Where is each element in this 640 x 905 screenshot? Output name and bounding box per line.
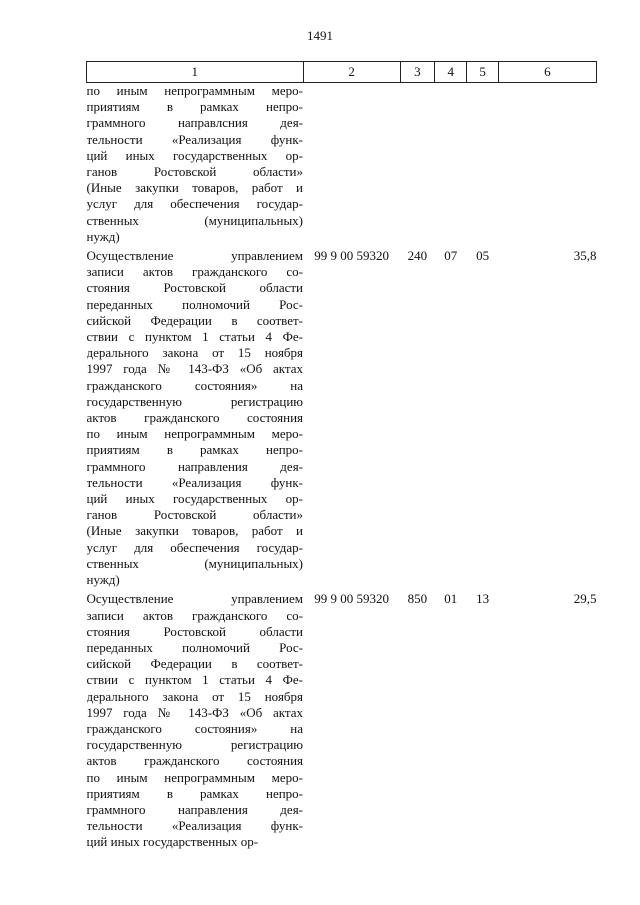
- description-line: гражданского состояния» на: [86, 720, 304, 736]
- row-amount: 35,8: [573, 248, 597, 264]
- table-row: [87, 245, 597, 588]
- description-line: переданных полномочий Рос-: [86, 296, 304, 312]
- description-line: нужд): [86, 572, 120, 588]
- description-line: ций иных государственных ор-: [86, 491, 304, 507]
- description-line: записи актов гражданского со-: [86, 264, 304, 280]
- description-line: приятиям в рамках непро-: [86, 442, 304, 458]
- column-header-6: 6: [498, 62, 596, 83]
- column-header-1: 1: [87, 62, 304, 83]
- row-expense-type: 240: [407, 248, 428, 264]
- row-description: [87, 588, 304, 850]
- description-line: ций иных государственных ор-: [86, 147, 304, 163]
- column-header-4: 4: [435, 62, 467, 83]
- row-amount: 29,5: [573, 591, 597, 607]
- description-line: государственную регистрацию: [86, 393, 304, 409]
- description-line: стояния Ростовской области: [86, 623, 304, 639]
- row-section: [435, 83, 467, 246]
- description-line: актов гражданского состояния: [86, 410, 304, 426]
- description-line: тельности «Реализация функ-: [86, 131, 304, 147]
- description-line: записи актов гражданского со-: [86, 607, 304, 623]
- description-line: государственную регистрацию: [86, 737, 304, 753]
- description-line: граммного направлсния дея-: [86, 115, 304, 131]
- row-expense-type: [400, 83, 434, 246]
- description-line: ганов Ростовской области»: [86, 164, 304, 180]
- description-line: (Иные закупки товаров, работ и: [86, 523, 304, 539]
- description-line: стояния Ростовской области: [86, 280, 304, 296]
- description-line: нужд): [86, 228, 120, 244]
- description-line: услуг для обеспечения государ-: [86, 539, 304, 555]
- row-target-article: 99 9 00 59320: [314, 248, 389, 264]
- description-line: тельности «Реализация функ-: [86, 818, 304, 834]
- description-line: ствии с пунктом 1 статьи 4 Фе-: [86, 672, 304, 688]
- row-description: [87, 245, 304, 588]
- table-row: [87, 83, 597, 246]
- description-line: дерального закона от 15 ноября: [86, 345, 304, 361]
- description-line: граммного направления дея-: [86, 458, 304, 474]
- column-header-2: 2: [303, 62, 400, 83]
- description-line: сийской Федерации в соответ-: [86, 656, 304, 672]
- description-line: граммного направления дея-: [86, 801, 304, 817]
- row-expense-type: 850: [407, 591, 428, 607]
- description-line: дерального закона от 15 ноября: [86, 688, 304, 704]
- description-line: приятиям в рамках непро-: [86, 785, 304, 801]
- row-subsection: 05: [476, 248, 490, 264]
- description-line: тельности «Реализация функ-: [86, 474, 304, 490]
- description-line: 1997 года № 143-ФЗ «Об актах: [86, 361, 304, 377]
- description-line: (Иные закупки товаров, работ и: [86, 180, 304, 196]
- description-line: по иным непрограммным меро-: [86, 83, 304, 98]
- description-line: услуг для обеспечения государ-: [86, 196, 304, 212]
- table-body: [87, 83, 597, 851]
- row-description: [87, 83, 304, 246]
- row-section: 01: [444, 591, 458, 607]
- row-amount: [498, 83, 596, 246]
- description-line: 1997 года № 143-ФЗ «Об актах: [86, 704, 304, 720]
- description-line: гражданского состояния» на: [86, 377, 304, 393]
- description-line: приятиям в рамках непро-: [86, 99, 304, 115]
- table-header-row: [87, 62, 597, 83]
- column-header-5: 5: [467, 62, 498, 83]
- description-line: ганов Ростовской области»: [86, 507, 304, 523]
- description-line: по иным непрограммным меро-: [86, 769, 304, 785]
- description-line: по иным непрограммным меро-: [86, 426, 304, 442]
- page-number: 1491: [307, 28, 333, 43]
- description-line: переданных полномочий Рос-: [86, 639, 304, 655]
- row-target-article: [303, 83, 400, 246]
- description-line: ций иных государственных ор-: [86, 834, 259, 850]
- column-header-3: 3: [400, 62, 434, 83]
- table-row: [87, 588, 597, 850]
- description-line: актов гражданского состояния: [86, 753, 304, 769]
- description-line: Осуществление управлением: [86, 591, 304, 607]
- description-line: Осуществление управлением: [86, 248, 304, 264]
- row-subsection: 13: [476, 591, 490, 607]
- description-line: ствии с пунктом 1 статьи 4 Фе-: [86, 329, 304, 345]
- description-line: сийской Федерации в соответ-: [86, 312, 304, 328]
- row-subsection: [467, 83, 498, 246]
- row-target-article: 99 9 00 59320: [314, 591, 389, 607]
- description-line: ственных (муниципальных): [86, 555, 304, 571]
- description-line: ственных (муниципальных): [86, 212, 304, 228]
- budget-table: [86, 61, 597, 851]
- row-section: 07: [444, 248, 458, 264]
